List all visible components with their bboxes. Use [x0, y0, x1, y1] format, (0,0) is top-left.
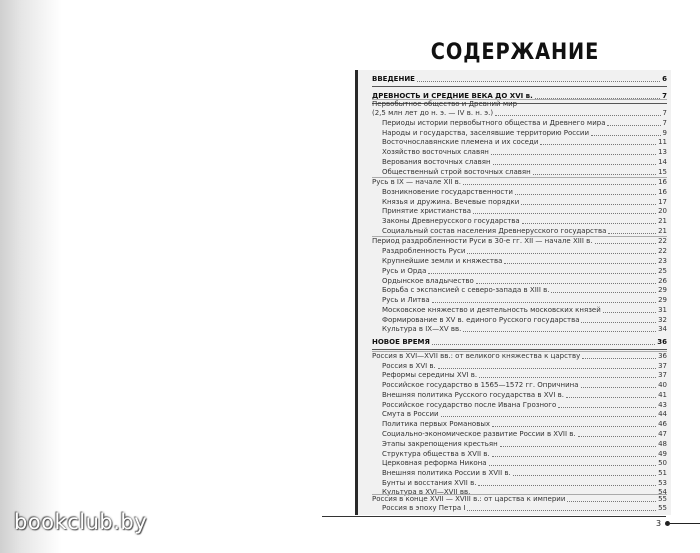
page-title: СОДЕРЖАНИЕ — [430, 40, 600, 65]
toc-entry-page: 20 — [658, 207, 667, 215]
toc-leader-dots — [607, 125, 660, 126]
toc-entry-page: 7 — [662, 119, 667, 127]
toc-entry — [372, 109, 667, 118]
toc-entry-title: Князья и дружина. Вечевые порядки — [382, 198, 520, 206]
toc-entry — [382, 479, 667, 488]
toc-leader-dots — [578, 436, 656, 437]
toc-entry — [382, 459, 667, 468]
toc-leader-dots — [581, 322, 656, 323]
toc-entry — [382, 129, 667, 138]
toc-leader-dots — [438, 368, 656, 369]
toc-entry-title: Принятие христианства — [382, 207, 472, 215]
toc-entry — [372, 100, 667, 109]
toc-entry-page: 16 — [658, 178, 667, 186]
toc-entry-title: Возникновение государственности — [382, 188, 513, 196]
page-marker-line — [670, 523, 700, 524]
toc-leader-dots — [566, 397, 656, 398]
toc-entry — [382, 277, 667, 286]
toc-entry-page: 6 — [662, 75, 667, 83]
toc-entry — [382, 198, 667, 207]
toc-entry-title: ДРЕВНОСТЬ И СРЕДНИЕ ВЕКА ДО XVI в. — [372, 92, 533, 100]
toc-entry — [382, 371, 667, 380]
toc-entry-page: 11 — [658, 138, 667, 146]
toc-entry-title: Россия в конце XVII — XVIII в.: от царства к империи — [372, 495, 566, 503]
toc-leader-dots — [515, 194, 656, 195]
toc-leader-dots — [533, 174, 656, 175]
page-gutter-shadow — [0, 0, 62, 553]
toc-leader-dots — [463, 184, 656, 185]
toc-entry — [382, 430, 667, 439]
toc-entry-title: Смута в России — [382, 410, 439, 418]
toc-entry — [382, 469, 667, 478]
toc-entry-title: Культура в IX—XV вв. — [382, 325, 462, 333]
toc-leader-dots — [551, 292, 656, 293]
toc-entry-title: Внешняя политика Русского государства в XVI в. — [382, 391, 564, 399]
toc-entry — [372, 237, 667, 246]
toc-entry-title: Бунты и восстания XVII в. — [382, 479, 477, 487]
toc-entry-page: 44 — [658, 410, 667, 418]
toc-entry-title: Раздробленность Руси — [382, 247, 466, 255]
toc-entry-page: 41 — [658, 391, 667, 399]
toc-leader-dots — [489, 465, 657, 466]
toc-section-rule — [372, 86, 667, 87]
toc-entry — [382, 450, 667, 459]
toc-entry-title: Первобытное общество и Древний мир — [372, 100, 518, 108]
toc-entry — [382, 217, 667, 226]
toc-entry-title: Российское государство в 1565—1572 гг. Опричнина — [382, 381, 579, 389]
toc-leader-dots — [500, 446, 656, 447]
toc-entry-page: 22 — [658, 237, 667, 245]
toc-leader-dots — [491, 154, 656, 155]
toc-entry-page: 55 — [658, 504, 667, 512]
toc-entry-title: Верования восточных славян — [382, 158, 491, 166]
toc-entry-page: 29 — [658, 286, 667, 294]
toc-leader-dots — [467, 510, 656, 511]
toc-entry-title: Народы и государства, заселявшие территорию России — [382, 129, 590, 137]
toc-leader-dots — [540, 144, 656, 145]
toc-entry — [372, 178, 667, 187]
toc-section-rule — [372, 349, 667, 350]
toc-entry-title: Восточнославянские племена и их соседи — [382, 138, 539, 146]
toc-leader-dots — [495, 115, 660, 116]
toc-entry-title: Социально-экономическое развитие России в XVII в. — [382, 430, 576, 438]
watermark-text: bookclub.by — [14, 510, 148, 534]
toc-entry-page: 22 — [658, 247, 667, 255]
toc-entry-page: 37 — [658, 362, 667, 370]
page-number: 3 — [656, 519, 662, 528]
toc-entry-page: 40 — [658, 381, 667, 389]
toc-entry — [382, 267, 667, 276]
toc-entry-title: Период раздробленности Руси в 30-е гг. XII — начале XIII в. — [372, 237, 593, 245]
toc-entry-title: Россия в XVI в. — [382, 362, 436, 370]
toc-entry — [382, 410, 667, 419]
toc-entry — [382, 227, 667, 236]
toc-entry-page: 47 — [658, 430, 667, 438]
toc-leader-dots — [603, 312, 656, 313]
toc-entry-page: 29 — [658, 296, 667, 304]
toc-entry-title: Формирование в XV в. единого Русского государства — [382, 316, 580, 324]
toc-entry-title: ВВЕДЕНИЕ — [372, 75, 415, 83]
toc-group-rule — [372, 494, 667, 495]
toc-entry-title: Русь и Литва — [382, 296, 430, 304]
toc-entry-page: 50 — [658, 459, 667, 467]
toc-section-heading — [372, 338, 667, 347]
toc-entry-page: 34 — [658, 325, 667, 333]
toc-entry-page: 55 — [658, 495, 667, 503]
toc-entry-page: 31 — [658, 306, 667, 314]
toc-leader-dots — [463, 331, 656, 332]
toc-leader-dots — [595, 243, 657, 244]
toc-entry-title: Структура общества в XVII в. — [382, 450, 490, 458]
toc-entry-page: 25 — [658, 267, 667, 275]
toc-entry-page: 14 — [658, 158, 667, 166]
toc-entry — [382, 188, 667, 197]
toc-leader-dots — [522, 223, 656, 224]
toc-entry-page: 46 — [658, 420, 667, 428]
toc-leader-dots — [581, 387, 657, 388]
toc-leader-dots — [521, 204, 656, 205]
toc-leader-dots — [478, 485, 656, 486]
toc-leader-dots — [493, 164, 657, 165]
toc-section-heading — [372, 75, 667, 84]
toc-entry-page: 36 — [657, 338, 667, 346]
toc-entry-title: Реформы середины XVI в. — [382, 371, 478, 379]
toc-entry-title: Периоды истории первобытного общества и Древнего мира — [382, 119, 606, 127]
toc-entry-title: Россия в эпоху Петра I — [382, 504, 466, 512]
toc-leader-dots — [473, 213, 656, 214]
toc-entry-title: Борьба с экспансией с северо-запада в XIII в. — [382, 286, 550, 294]
toc-entry-title: Крупнейшие земли и княжества — [382, 257, 503, 265]
toc-entry-page: 49 — [658, 450, 667, 458]
toc-entry — [382, 207, 667, 216]
toc-leader-dots — [567, 501, 656, 502]
toc-entry-title: Политика первых Романовых — [382, 420, 491, 428]
toc-leader-dots — [467, 253, 656, 254]
toc-leader-dots — [608, 233, 656, 234]
toc-entry — [382, 296, 667, 305]
toc-group-rule — [372, 177, 667, 178]
toc-entry-title: Внешняя политика России в XVII в. — [382, 469, 511, 477]
toc-entry-page: 7 — [662, 92, 667, 100]
toc-leader-dots — [492, 456, 656, 457]
toc-group-rule — [372, 99, 667, 100]
toc-entry — [382, 381, 667, 390]
toc-leader-dots — [558, 407, 656, 408]
toc-entry — [372, 352, 667, 361]
toc-entry-title: Русь в IX — начале XII в. — [372, 178, 462, 186]
toc-entry-title: Московское княжество и деятельность московских князей — [382, 306, 601, 314]
toc-entry-title: Законы Древнерусского государства — [382, 217, 520, 225]
toc-leader-dots — [479, 377, 656, 378]
toc-entry-page: 21 — [658, 217, 667, 225]
toc-leader-dots — [492, 426, 656, 427]
toc-entry-title: НОВОЕ ВРЕМЯ — [372, 338, 430, 346]
toc-entry-page: 51 — [658, 469, 667, 477]
toc-entry-title: Церковная реформа Никона — [382, 459, 487, 467]
toc-entry — [382, 440, 667, 449]
toc-entry-page: 15 — [658, 168, 667, 176]
toc-entry-title: Русь и Орда — [382, 267, 427, 275]
toc-entry — [382, 138, 667, 147]
toc-entry — [382, 401, 667, 410]
toc-entry-title: Общественный строй восточных славян — [382, 168, 531, 176]
toc-entry-page: 36 — [658, 352, 667, 360]
toc-leader-dots — [582, 358, 656, 359]
toc-entry-page: 37 — [658, 371, 667, 379]
toc-entry-page: 48 — [658, 440, 667, 448]
toc-group-rule — [372, 351, 667, 352]
toc-leader-dots — [432, 344, 655, 345]
toc-entry-page: 21 — [658, 227, 667, 235]
toc-entry-page: 17 — [658, 198, 667, 206]
toc-entry — [382, 168, 667, 177]
toc-entry-page: 43 — [658, 401, 667, 409]
toc-entry-page: 16 — [658, 188, 667, 196]
toc-entry-title: Россия в XVI—XVII вв.: от великого княжества к царству — [372, 352, 581, 360]
toc-leader-dots — [441, 416, 657, 417]
toc-entry-page: 7 — [662, 109, 667, 117]
toc-entry — [382, 119, 667, 128]
toc-entry — [382, 286, 667, 295]
toc-leader-dots — [513, 475, 656, 476]
toc-entry — [382, 504, 667, 513]
toc-entry-title: Хозяйство восточных славян — [382, 148, 489, 156]
toc-entry-page: 53 — [658, 479, 667, 487]
footer-rule — [322, 516, 666, 517]
toc-leader-dots — [476, 283, 656, 284]
toc-leader-dots — [591, 135, 661, 136]
toc-entry-title: Ордынское владычество — [382, 277, 474, 285]
toc-entry-page: 23 — [658, 257, 667, 265]
toc-leader-dots — [432, 302, 656, 303]
toc-entry-title: Этапы закрепощения крестьян — [382, 440, 498, 448]
toc-entry-page: 32 — [658, 316, 667, 324]
toc-entry — [382, 391, 667, 400]
toc-group-rule — [372, 236, 667, 237]
toc-entry-page: 26 — [658, 277, 667, 285]
toc-entry-page: 13 — [658, 148, 667, 156]
toc-entry-title: (2,5 млн лет до н. э. — IV в. н. э.) — [372, 109, 494, 117]
toc-entry-title: Российское государство после Ивана Грозного — [382, 401, 557, 409]
toc-entry — [382, 148, 667, 157]
toc-entry — [382, 306, 667, 315]
toc-entry — [382, 158, 667, 167]
toc-leader-dots — [428, 273, 656, 274]
toc-entry — [382, 325, 667, 334]
toc-entry-page: 9 — [662, 129, 667, 137]
toc-entry-page: 54 — [658, 488, 667, 496]
toc-entry — [372, 495, 667, 504]
toc-entry — [382, 316, 667, 325]
toc-leader-dots — [417, 81, 660, 82]
toc-entry-title: Социальный состав населения Древнерусского государства — [382, 227, 607, 235]
toc-entry — [382, 420, 667, 429]
toc-leader-dots — [504, 263, 656, 264]
toc-entry — [382, 247, 667, 256]
toc-entry-title: Культура в XVI—XVII вв. — [382, 488, 471, 496]
table-of-contents — [355, 70, 671, 515]
toc-entry — [382, 362, 667, 371]
toc-entry — [382, 257, 667, 266]
